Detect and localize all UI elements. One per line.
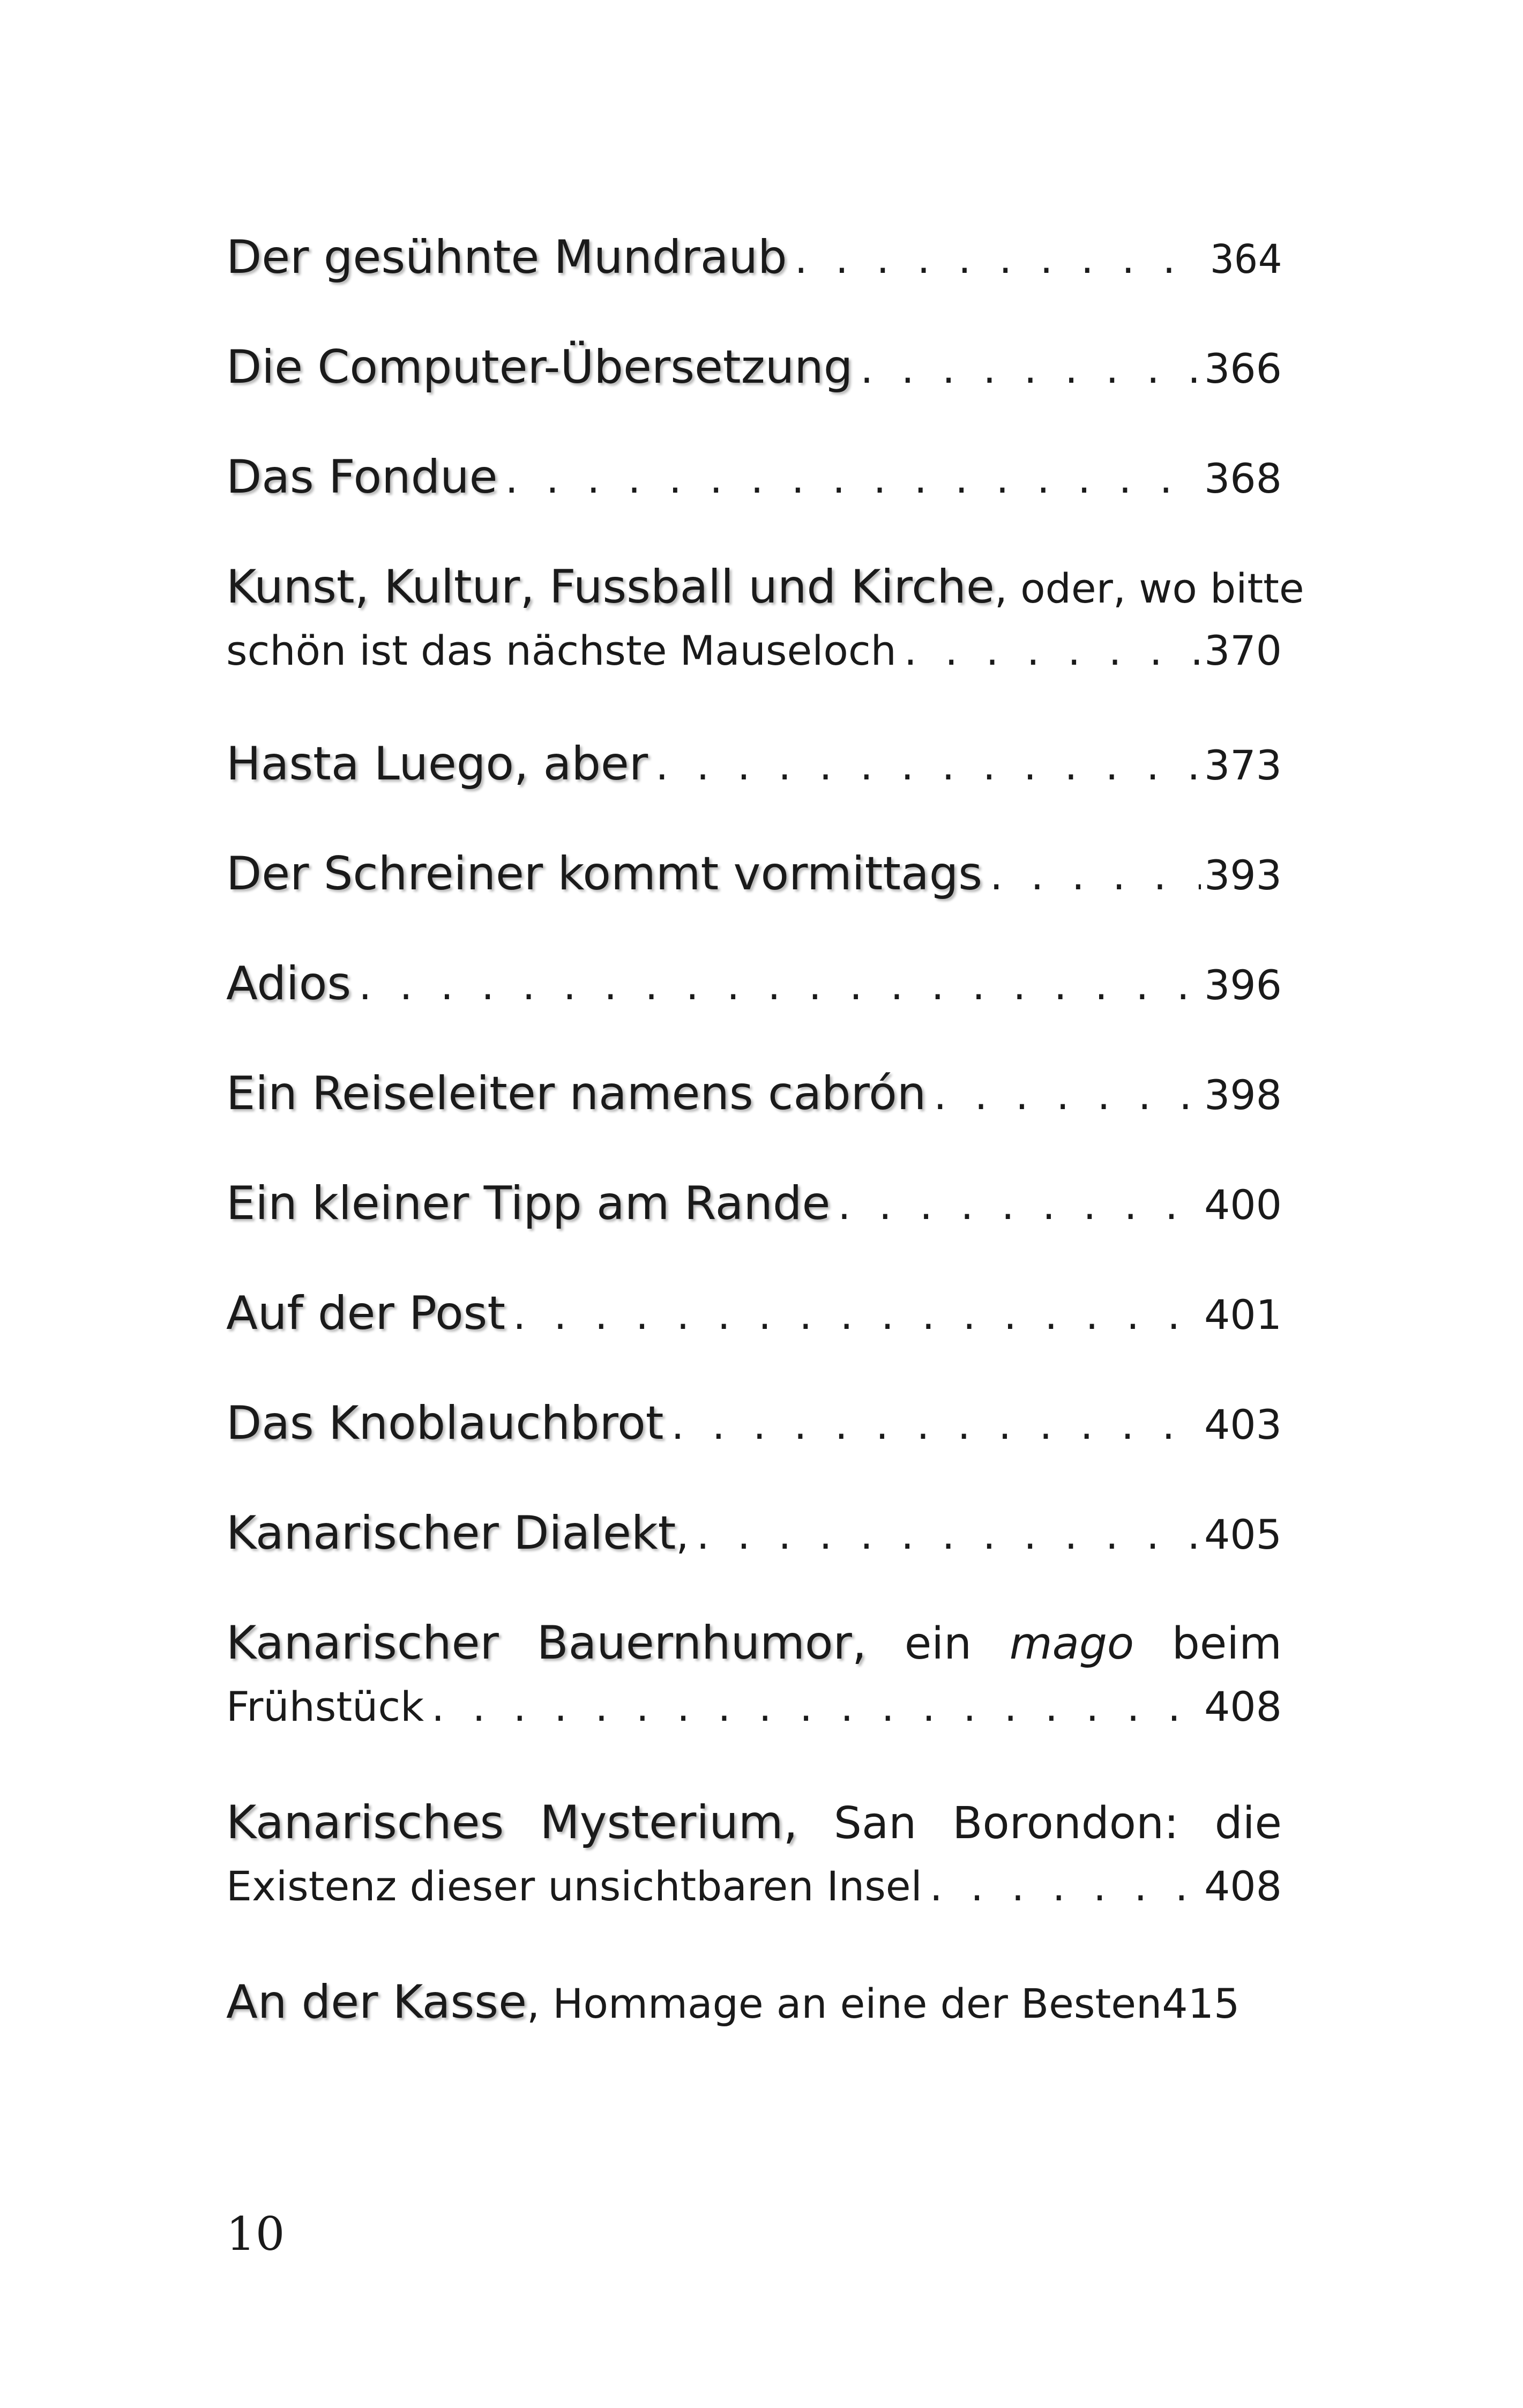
- entry-page-number: 373: [1204, 741, 1282, 789]
- entry-subtitle: , Hommage an eine der Besten: [526, 1980, 1162, 2027]
- toc-entry: [226, 737, 1282, 791]
- entry-title-word: Kanarisches: [226, 1796, 504, 1849]
- leader-dots: [689, 1511, 1201, 1558]
- entry-title: Der Schreiner kommt vormittags: [226, 847, 983, 901]
- toc-entry: [226, 1506, 1282, 1560]
- toc-entry: [226, 957, 1282, 1010]
- entry-title: Kunst, Kultur, Fussball und Kirche: [226, 560, 995, 614]
- toc-entry: [226, 1287, 1282, 1340]
- entry-subtitle-word: Borondon:: [952, 1798, 1179, 1849]
- toc-entry: [226, 450, 1282, 504]
- toc-entry: [226, 847, 1282, 901]
- entry-page-number: 403: [1204, 1401, 1282, 1448]
- entry-title: Das Knoblauchbrot: [226, 1396, 664, 1450]
- leader-dots: [787, 235, 1207, 283]
- entry-title: Kanarischer Dialekt: [226, 1506, 676, 1560]
- entry-title: Auf der Post: [226, 1287, 506, 1340]
- entry-title-word: Mysterium,: [540, 1796, 798, 1849]
- toc-entry: [226, 340, 1282, 394]
- entry-subtitle-word: beim: [1171, 1618, 1282, 1669]
- entry-title-continuation: Frühstück: [226, 1683, 424, 1730]
- entry-page-number: 400: [1204, 1181, 1282, 1229]
- leader-dots: [424, 1683, 1201, 1730]
- entry-title: An der Kasse: [226, 1975, 527, 2029]
- entry-title-continuation: schön ist das nächste Mauseloch: [226, 627, 897, 674]
- leader-dots: [922, 1862, 1201, 1910]
- entry-page-number: 364: [1210, 236, 1282, 283]
- entry-title: Das Fondue: [226, 450, 498, 504]
- entry-page-number: 408: [1204, 1862, 1282, 1910]
- leader-dots: [897, 627, 1201, 674]
- entry-subtitle: ,: [676, 1511, 689, 1558]
- entry-title: Ein Reiseleiter namens cabrón: [226, 1067, 927, 1120]
- toc-entry: [226, 1177, 1282, 1230]
- toc-entry: [226, 1067, 1282, 1120]
- toc-entry: [226, 1396, 1282, 1450]
- entry-title: Hasta Luego, aber: [226, 737, 648, 791]
- entry-page-number: 393: [1204, 851, 1282, 899]
- toc-entry: [226, 231, 1282, 284]
- entry-title-word: Bauernhumor,: [536, 1616, 867, 1670]
- toc-entry: [226, 1616, 1282, 1730]
- leader-dots: [351, 961, 1201, 1009]
- entry-page-number: 398: [1204, 1071, 1282, 1119]
- leader-dots: [505, 1291, 1201, 1339]
- entry-page-number: 368: [1204, 455, 1282, 502]
- leader-dots: [830, 1181, 1201, 1229]
- page-folio-number: 10: [226, 2208, 285, 2261]
- leader-dots: [498, 455, 1201, 502]
- entry-title: Die Computer-Übersetzung: [226, 340, 853, 394]
- entry-title-continuation: Existenz dieser unsichtbaren Insel: [226, 1862, 922, 1910]
- toc-entry: [226, 1975, 1282, 2029]
- toc-entry: [226, 560, 1304, 674]
- entry-subtitle-word: San: [833, 1798, 917, 1849]
- entry-subtitle-word: die: [1214, 1798, 1282, 1849]
- entry-page-number: 366: [1204, 345, 1282, 392]
- entry-page-number: 396: [1204, 961, 1282, 1009]
- leader-dots: [926, 1071, 1201, 1119]
- entry-subtitle-word: mago: [1009, 1618, 1134, 1669]
- entry-subtitle-word: ein: [904, 1618, 972, 1669]
- toc-entry: [226, 1796, 1282, 1910]
- leader-dots: [982, 851, 1201, 899]
- entry-page-number: 415: [1162, 1980, 1240, 2027]
- entry-subtitle: , oder, wo bitte: [994, 564, 1304, 612]
- leader-dots: [663, 1401, 1200, 1448]
- entry-page-number: 405: [1204, 1511, 1282, 1558]
- leader-dots: [853, 345, 1201, 392]
- entry-title-word: Kanarischer: [226, 1616, 499, 1670]
- entry-page-number: 401: [1204, 1291, 1282, 1339]
- leader-dots: [648, 741, 1201, 789]
- entry-page-number: 408: [1204, 1683, 1282, 1730]
- entry-title: Adios: [226, 957, 352, 1010]
- entry-page-number: 370: [1204, 627, 1282, 674]
- entry-title: Der gesühnte Mundraub: [226, 231, 787, 284]
- entry-title: Ein kleiner Tipp am Rande: [226, 1177, 831, 1230]
